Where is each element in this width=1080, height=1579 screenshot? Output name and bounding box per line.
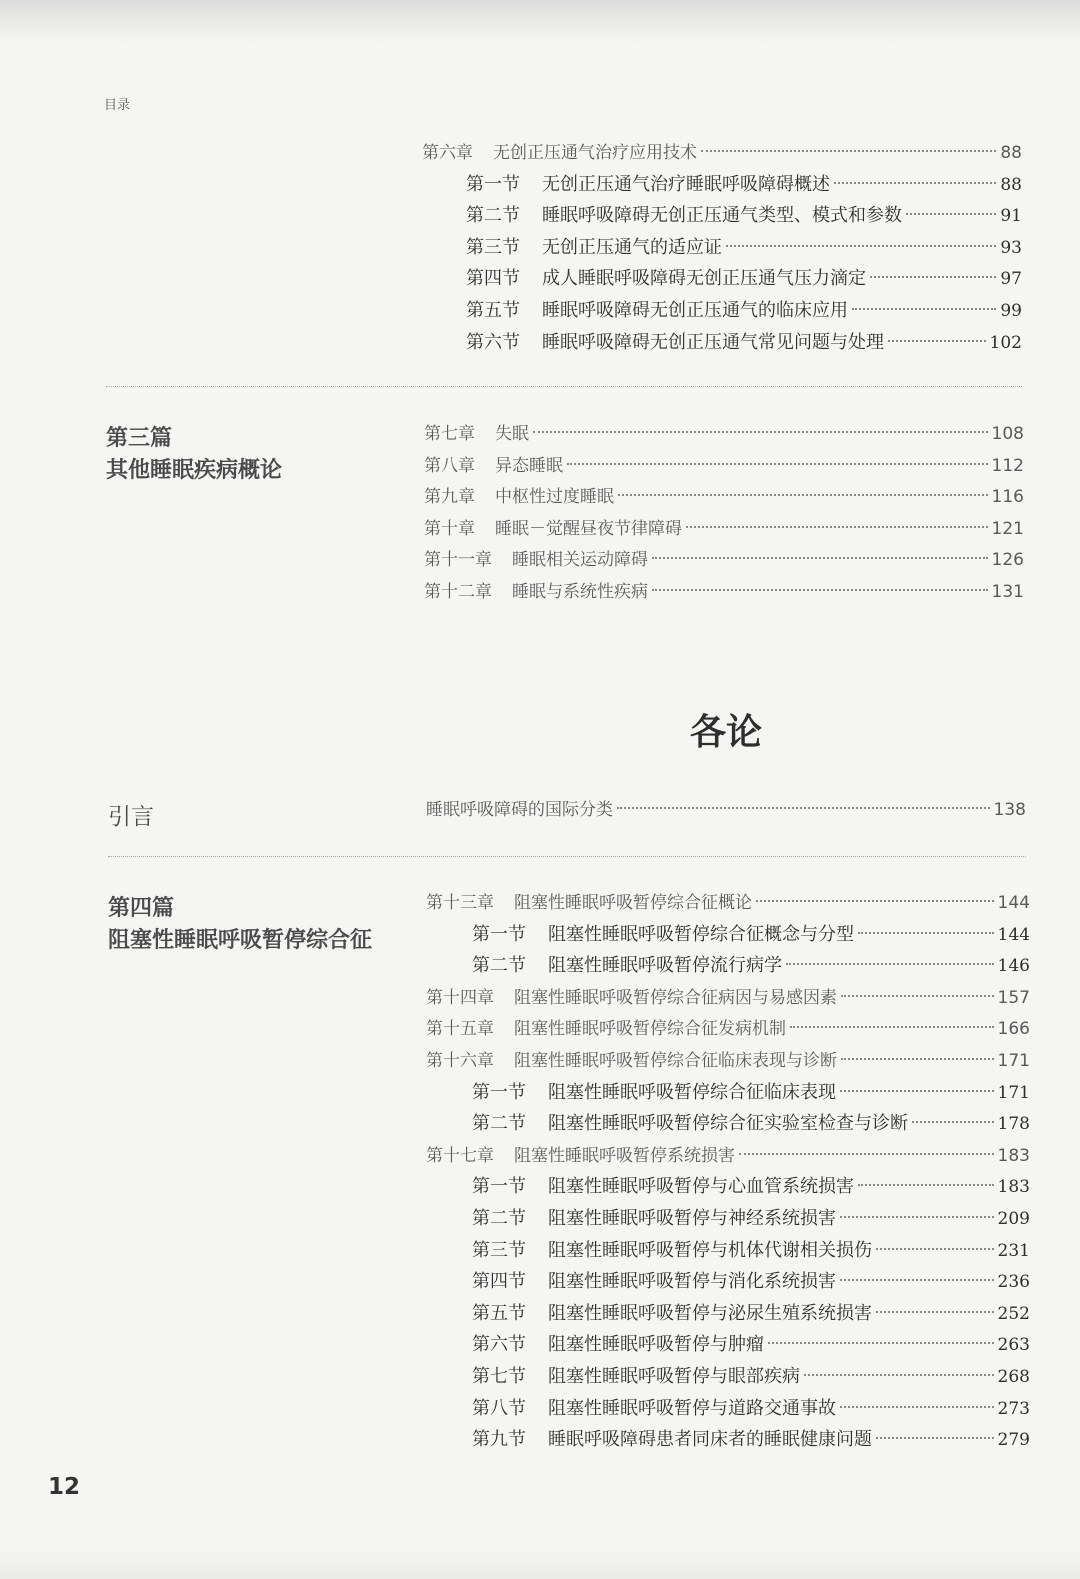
- dot-leader: [786, 963, 994, 965]
- toc-section-entry[interactable]: [466, 171, 1022, 199]
- toc-entry-number: 第二节: [472, 1113, 526, 1135]
- toc-entry-number: 第四节: [466, 268, 520, 290]
- toc-section-entry[interactable]: [472, 1300, 1030, 1328]
- toc-entry-page: 157: [997, 987, 1030, 1008]
- toc-entry-page: 252: [997, 1303, 1030, 1324]
- toc-section-entry[interactable]: [466, 234, 1022, 262]
- toc-entry-title: 阻塞性睡眠呼吸暂停综合征概念与分型: [548, 923, 854, 945]
- section-title: 各论: [690, 711, 763, 753]
- toc-entry-number: 第十三章: [426, 893, 494, 913]
- toc-section-entry[interactable]: [466, 265, 1022, 293]
- toc-entry-number: 第二节: [466, 205, 520, 227]
- toc-chapter-entry[interactable]: [424, 452, 1024, 480]
- toc-chapter-entry[interactable]: [424, 420, 1024, 448]
- toc-entry-page: 209: [997, 1209, 1030, 1229]
- toc-entry-page: 236: [997, 1272, 1030, 1293]
- part3-name: 其他睡眠疾病概论: [106, 457, 283, 483]
- toc-entry-page: 138: [993, 800, 1026, 820]
- toc-entry-page: 231: [997, 1240, 1030, 1261]
- toc-entry-title: 睡眠呼吸障碍的国际分类: [426, 800, 613, 820]
- toc-entry-title: 成人睡眠呼吸障碍无创正压通气压力滴定: [542, 268, 866, 290]
- toc-section-entry[interactable]: [472, 1079, 1030, 1107]
- toc-entry-number: 第六节: [466, 331, 520, 353]
- toc-entry-page: 166: [997, 1019, 1030, 1040]
- part3-heading: [106, 422, 282, 486]
- toc-entry-title: 阻塞性睡眠呼吸暂停与机体代谢相关损伤: [548, 1239, 872, 1261]
- dot-leader: [652, 589, 988, 591]
- toc-entry-title: 失眠: [495, 424, 529, 444]
- toc-entry-number: 第七章: [424, 424, 475, 444]
- dot-leader: [906, 213, 996, 215]
- toc-chapter-entry[interactable]: [422, 139, 1022, 167]
- dot-leader: [617, 807, 990, 809]
- toc-entry-number: 第十五章: [426, 1019, 494, 1040]
- toc-entry-title: 睡眠与系统性疾病: [512, 582, 648, 602]
- toc-entry-title: 阻塞性睡眠呼吸暂停综合征概论: [514, 893, 752, 913]
- toc-entry-number: 第十四章: [426, 987, 494, 1008]
- divider-rule: [106, 386, 1022, 387]
- dot-leader: [834, 182, 996, 184]
- toc-entry-title: 阻塞性睡眠呼吸暂停与道路交通事故: [548, 1397, 836, 1419]
- toc-entry-title: 阻塞性睡眠呼吸暂停综合征实验室检查与诊断: [548, 1113, 908, 1135]
- dot-leader: [768, 1342, 994, 1344]
- toc-entry-title: 阻塞性睡眠呼吸暂停综合征发病机制: [514, 1019, 786, 1040]
- dot-leader: [841, 995, 994, 997]
- toc-section-entry[interactable]: [472, 952, 1030, 980]
- part4-heading: [108, 892, 372, 956]
- toc-entry-page: 97: [1000, 269, 1022, 290]
- toc-entry-number: 第十七章: [426, 1145, 494, 1166]
- toc-chapter-entry[interactable]: [426, 1142, 1030, 1170]
- toc-entry-page: 108: [991, 424, 1024, 444]
- toc-entry-title: 睡眠呼吸障碍无创正压通气常见问题与处理: [542, 331, 884, 353]
- part3-label: 第三篇: [106, 425, 173, 451]
- dot-leader: [739, 1153, 994, 1155]
- dot-leader: [876, 1248, 994, 1250]
- toc-entry-title: 阻塞性睡眠呼吸暂停综合征病因与易感因素: [514, 987, 837, 1008]
- toc-entry-title: 睡眠相关运动障碍: [512, 550, 648, 571]
- toc-entry-number: 第十六章: [426, 1051, 494, 1071]
- toc-section-entry[interactable]: [472, 1426, 1030, 1454]
- dot-leader: [876, 1437, 994, 1439]
- toc-entry-number: 第六节: [472, 1334, 526, 1356]
- toc-entry-number: 第三节: [472, 1239, 526, 1261]
- toc-entry-number: 第十二章: [424, 582, 492, 602]
- toc-entry-title: 中枢性过度睡眠: [495, 487, 614, 508]
- dot-leader: [840, 1090, 994, 1092]
- dot-leader: [841, 1058, 994, 1060]
- toc-chapter-entry[interactable]: [424, 546, 1024, 574]
- toc-entry-title: 阻塞性睡眠呼吸暂停流行病学: [548, 955, 782, 977]
- toc-entry-title: 异态睡眠: [495, 455, 563, 476]
- dot-leader: [618, 494, 988, 496]
- toc-entry-title: 阻塞性睡眠呼吸暂停系统损害: [514, 1145, 735, 1166]
- toc-entry-page: 183: [997, 1177, 1030, 1198]
- toc-entry-page: 88: [1000, 174, 1022, 195]
- toc-section-entry[interactable]: [472, 1395, 1030, 1423]
- toc-entry-title: 睡眠呼吸障碍患者同床者的睡眠健康问题: [548, 1429, 872, 1451]
- toc-section-entry[interactable]: [472, 1268, 1030, 1296]
- dot-leader: [790, 1026, 994, 1028]
- dot-leader: [876, 1311, 994, 1313]
- toc-entry-page: 112: [991, 455, 1024, 476]
- dot-leader: [804, 1374, 994, 1376]
- dot-leader: [840, 1279, 994, 1281]
- toc-chapter-entry[interactable]: [426, 1047, 1030, 1075]
- toc-entry-number: 第一节: [472, 1176, 526, 1198]
- toc-entry-page: 88: [1000, 143, 1022, 163]
- dot-leader: [533, 431, 988, 433]
- toc-entry-title: 阻塞性睡眠呼吸暂停与神经系统损害: [548, 1208, 836, 1229]
- dot-leader: [686, 526, 988, 528]
- toc-entry-title: 阻塞性睡眠呼吸暂停与泌尿生殖系统损害: [548, 1302, 872, 1324]
- divider-rule: [108, 856, 1026, 857]
- toc-entry-title: 睡眠呼吸障碍无创正压通气的临床应用: [542, 300, 848, 321]
- toc-entry-title: 无创正压通气治疗睡眠呼吸障碍概述: [542, 173, 830, 195]
- dot-leader: [888, 340, 986, 342]
- toc-entry-number: 第五节: [472, 1302, 526, 1324]
- part4-name: 阻塞性睡眠呼吸暂停综合征: [108, 927, 373, 953]
- toc-entry-title: 阻塞性睡眠呼吸暂停与眼部疾病: [548, 1366, 800, 1387]
- toc-entry-page: 171: [997, 1082, 1030, 1103]
- toc-section-entry[interactable]: [466, 202, 1022, 230]
- toc-entry-number: 第二节: [472, 955, 526, 977]
- dot-leader: [756, 900, 994, 902]
- toc-entry-number: 第一节: [466, 173, 520, 195]
- toc-entry-number: 第十一章: [424, 550, 492, 571]
- dot-leader: [840, 1216, 994, 1218]
- toc-chapter-entry[interactable]: [424, 483, 1024, 511]
- dot-leader: [870, 276, 996, 278]
- scan-shadow-bottom: [0, 1549, 1080, 1579]
- toc-entry-number: 第一节: [472, 923, 526, 945]
- toc-entry-page: 144: [997, 893, 1030, 913]
- toc-entry-number: 第九章: [424, 487, 475, 508]
- dot-leader: [858, 932, 994, 934]
- toc-entry-title: 阻塞性睡眠呼吸暂停综合征临床表现: [548, 1081, 836, 1103]
- scan-shadow-top: [0, 0, 1080, 44]
- toc-entry-page: 268: [997, 1367, 1030, 1387]
- intro-label: 引言: [108, 804, 154, 830]
- toc-entry-title: 无创正压通气治疗应用技术: [493, 143, 697, 163]
- toc-entry-page: 102: [989, 332, 1022, 353]
- toc-entry-number: 第十章: [424, 518, 475, 539]
- toc-entry-page: 131: [991, 582, 1024, 602]
- toc-entry-page: 263: [997, 1335, 1030, 1356]
- running-head: 目录: [104, 98, 131, 113]
- toc-entry-number: 第六章: [422, 143, 473, 163]
- toc-entry-page: 171: [997, 1051, 1030, 1071]
- toc-entry-number: 第七节: [472, 1366, 526, 1387]
- toc-entry-title: 睡眠－觉醒昼夜节律障碍: [495, 518, 682, 539]
- dot-leader: [912, 1121, 994, 1123]
- dot-leader: [858, 1184, 994, 1186]
- toc-entry-title: 睡眠呼吸障碍无创正压通气类型、模式和参数: [542, 205, 902, 227]
- toc-section-entry[interactable]: [466, 297, 1022, 325]
- toc-section-entry[interactable]: [472, 921, 1030, 949]
- toc-entry-page: 91: [1000, 206, 1022, 227]
- toc-entry-page: 273: [997, 1398, 1030, 1419]
- toc-entry-page: 116: [991, 487, 1024, 508]
- dot-leader: [840, 1406, 994, 1408]
- toc-section-entry[interactable]: [472, 1237, 1030, 1265]
- toc-entry-number: 第三节: [466, 236, 520, 258]
- toc-entry-title: 阻塞性睡眠呼吸暂停与心血管系统损害: [548, 1176, 854, 1198]
- toc-entry-page: 126: [991, 550, 1024, 571]
- toc-entry-page: 183: [997, 1145, 1030, 1166]
- toc-chapter-entry[interactable]: [426, 1015, 1030, 1043]
- toc-entry-number: 第一节: [472, 1081, 526, 1103]
- toc-entry-page: 121: [991, 518, 1024, 539]
- toc-section-entry[interactable]: [472, 1331, 1030, 1359]
- toc-entry-number: 第二节: [472, 1208, 526, 1229]
- toc-section-entry[interactable]: [466, 329, 1022, 357]
- toc-chapter-entry[interactable]: [426, 796, 1026, 824]
- toc-entry-title: 阻塞性睡眠呼吸暂停与消化系统损害: [548, 1271, 836, 1293]
- toc-section-entry[interactable]: [472, 1205, 1030, 1233]
- toc-entry-title: 阻塞性睡眠呼吸暂停与肿瘤: [548, 1334, 764, 1356]
- dot-leader: [852, 308, 996, 310]
- toc-chapter-entry[interactable]: [424, 515, 1024, 543]
- toc-entry-page: 279: [997, 1430, 1030, 1451]
- dot-leader: [701, 150, 996, 152]
- toc-entry-number: 第五节: [466, 300, 520, 321]
- toc-entry-page: 178: [997, 1114, 1030, 1135]
- toc-section-entry[interactable]: [472, 1173, 1030, 1201]
- page-number: 12: [48, 1474, 81, 1500]
- toc-entry-title: 无创正压通气的适应证: [542, 236, 722, 258]
- toc-section-entry[interactable]: [472, 1363, 1030, 1391]
- toc-entry-number: 第九节: [472, 1429, 526, 1451]
- toc-chapter-entry[interactable]: [426, 889, 1030, 917]
- toc-entry-number: 第八节: [472, 1397, 526, 1419]
- toc-entry-page: 146: [997, 956, 1030, 977]
- toc-entry-title: 阻塞性睡眠呼吸暂停综合征临床表现与诊断: [514, 1051, 837, 1071]
- dot-leader: [652, 557, 988, 559]
- toc-chapter-entry[interactable]: [424, 578, 1024, 606]
- toc-entry-number: 第四节: [472, 1271, 526, 1293]
- toc-chapter-entry[interactable]: [426, 984, 1030, 1012]
- toc-entry-number: 第八章: [424, 455, 475, 476]
- dot-leader: [567, 463, 988, 465]
- toc-entry-page: 99: [1000, 301, 1022, 321]
- part4-label: 第四篇: [108, 895, 175, 921]
- toc-section-entry[interactable]: [472, 1110, 1030, 1138]
- toc-entry-page: 144: [997, 924, 1030, 945]
- dot-leader: [726, 245, 996, 247]
- toc-entry-page: 93: [1000, 237, 1022, 258]
